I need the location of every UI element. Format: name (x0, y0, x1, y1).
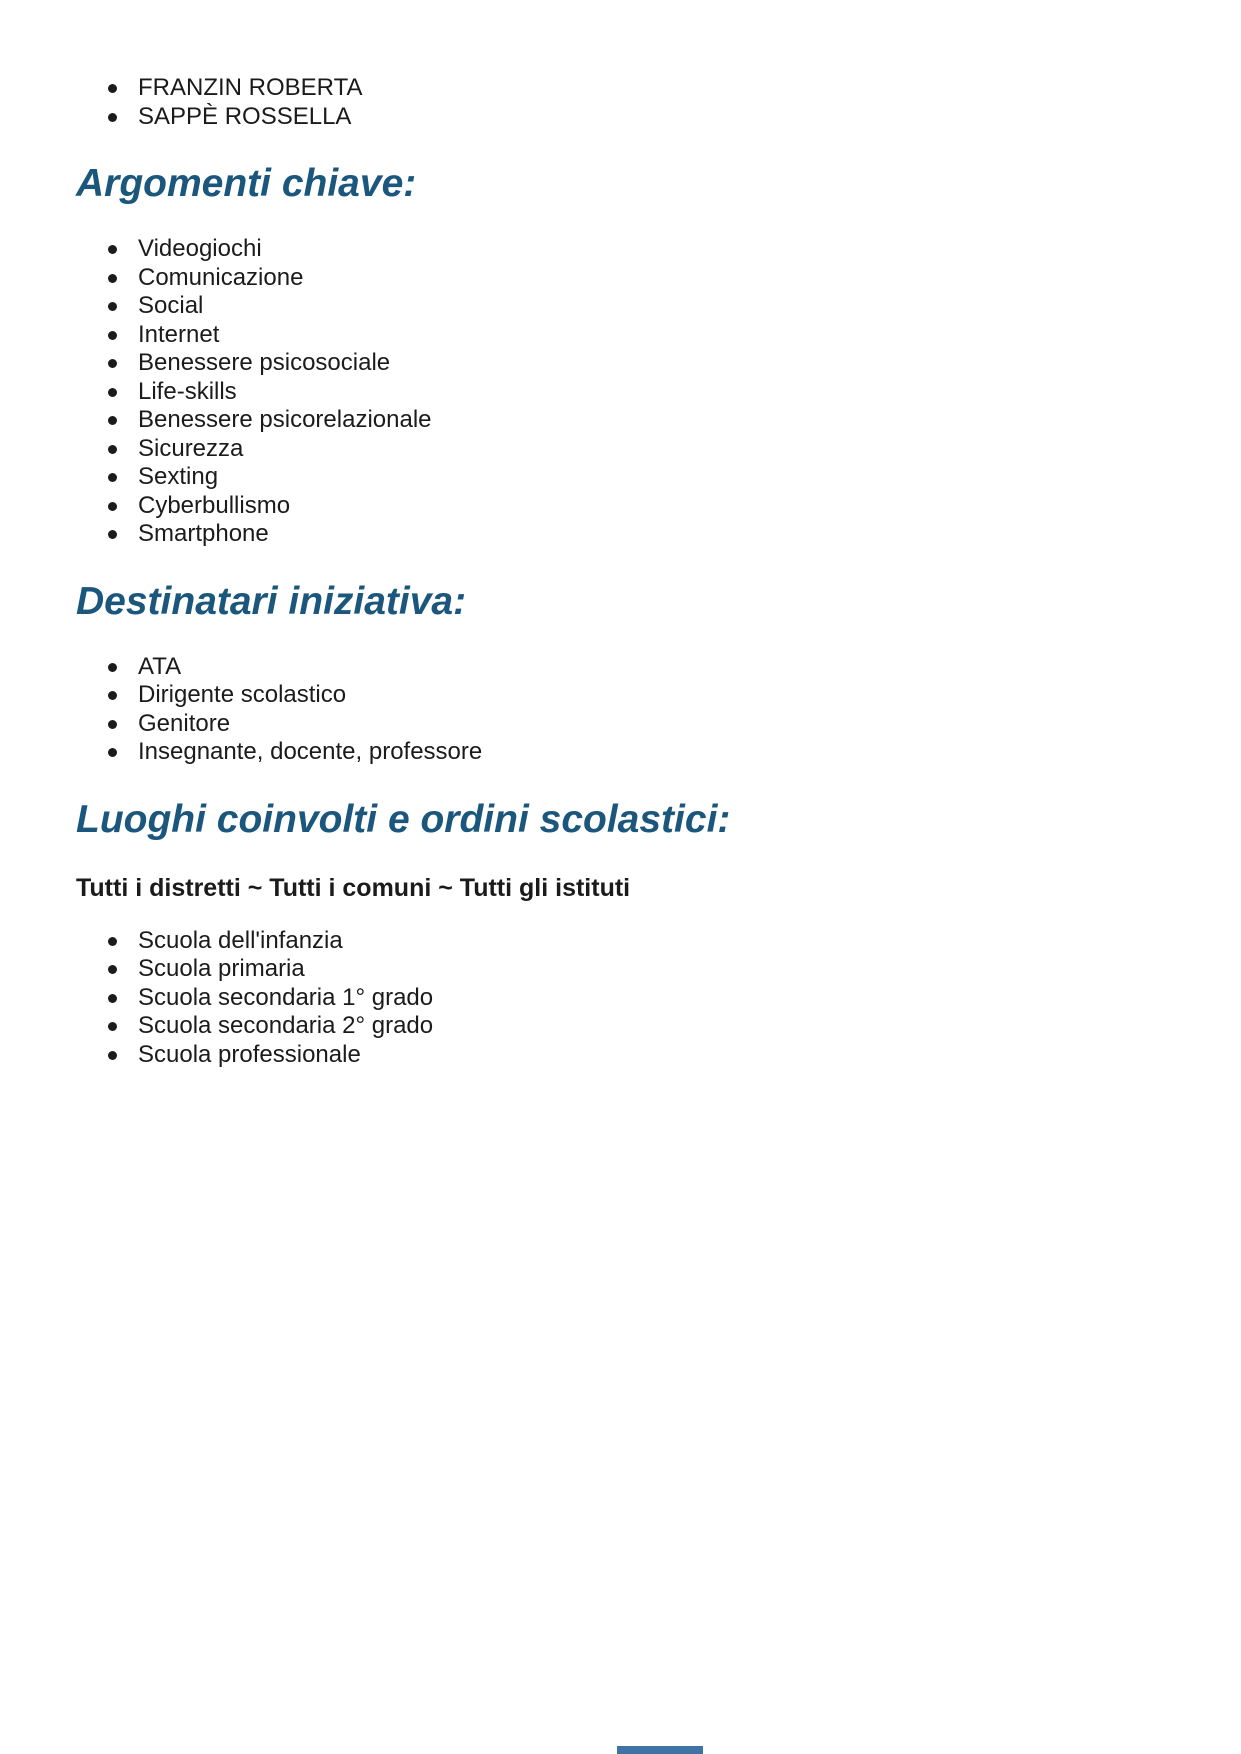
list-item: Videogiochi (138, 235, 1171, 264)
page-bottom-bar (617, 1746, 703, 1754)
list-item: Scuola primaria (138, 955, 1171, 984)
section-heading-destinatari: Destinatari iniziativa: (76, 579, 467, 623)
list-item: Scuola professionale (138, 1041, 1171, 1070)
list-item: Comunicazione (138, 264, 1171, 293)
list-item: FRANZIN ROBERTA (138, 74, 1171, 103)
list-item: Cyberbullismo (138, 492, 1171, 521)
list-item: Benessere psicosociale (138, 349, 1171, 378)
list-item: Life-skills (138, 378, 1171, 407)
list-item: Sexting (138, 463, 1171, 492)
ordini-scolastici-list (76, 927, 1171, 1070)
list-item: Scuola secondaria 1° grado (138, 984, 1171, 1013)
authors-list (76, 74, 1171, 131)
argomenti-list (76, 235, 1171, 549)
list-item: Insegnante, docente, professore (138, 738, 1171, 767)
list-item: Dirigente scolastico (138, 681, 1171, 710)
list-item: Genitore (138, 710, 1171, 739)
list-item: Scuola secondaria 2° grado (138, 1012, 1171, 1041)
section-heading-luoghi: Luoghi coinvolti e ordini scolastici: (76, 797, 731, 841)
scope-line: Tutti i distretti ~ Tutti i comuni ~ Tutti gli istituti (76, 873, 631, 902)
list-item: SAPPÈ ROSSELLA (138, 103, 1171, 132)
list-item: Social (138, 292, 1171, 321)
list-item: Internet (138, 321, 1171, 350)
destinatari-list (76, 653, 1171, 767)
list-item: ATA (138, 653, 1171, 682)
section-heading-argomenti: Argomenti chiave: (76, 162, 417, 205)
list-item: Benessere psicorelazionale (138, 406, 1171, 435)
list-item: Smartphone (138, 520, 1171, 549)
list-item: Scuola dell'infanzia (138, 927, 1171, 956)
list-item: Sicurezza (138, 435, 1171, 464)
